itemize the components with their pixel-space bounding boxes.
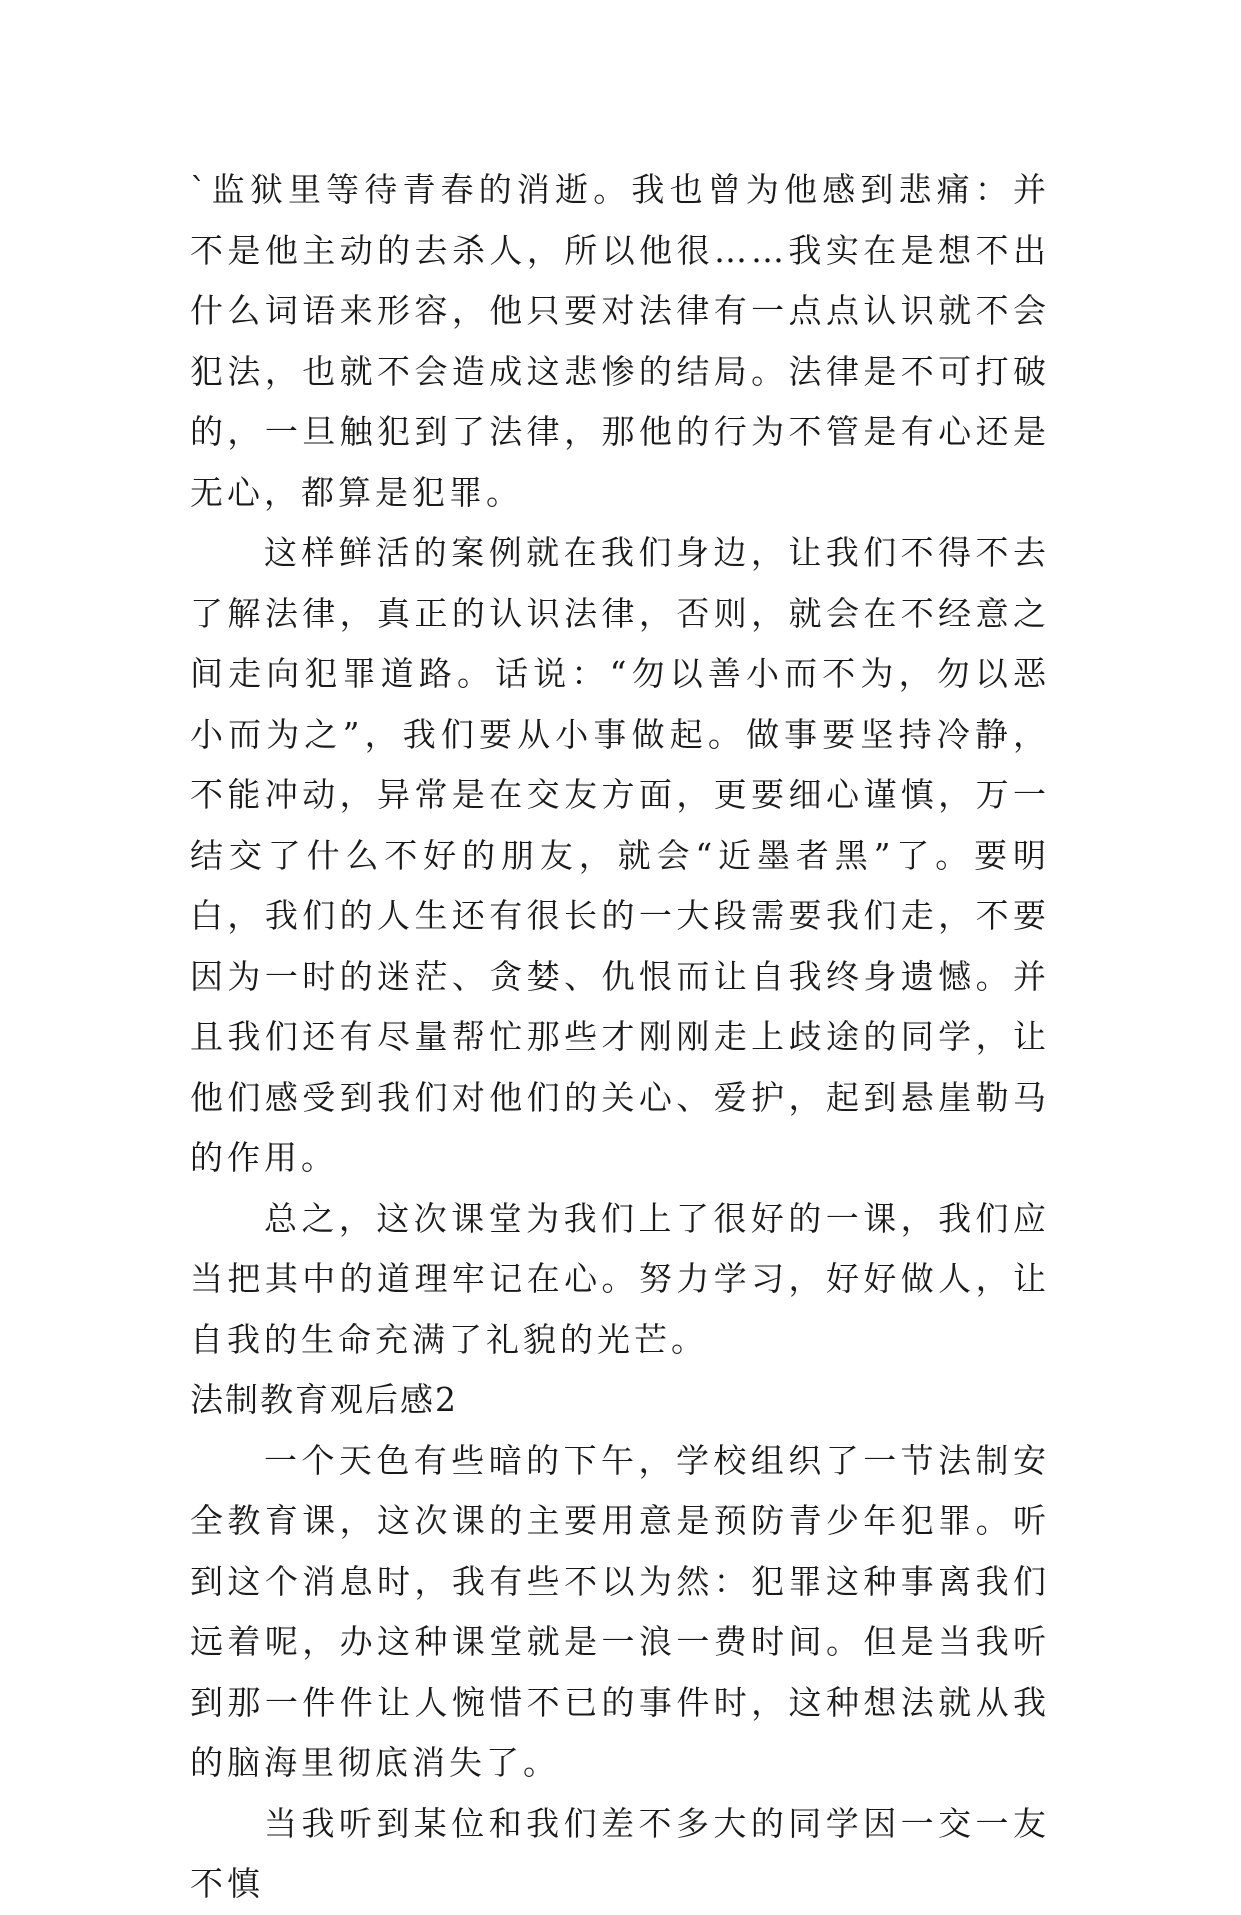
paragraph-classmate: 当我听到某位和我们差不多大的同学因一交一友不慎	[190, 1803, 1050, 1903]
paragraph-continuation: `监狱里等待青春的消逝。我也曾为他感到悲痛：并不是他主动的去杀人，所以他很……我实在是想不出什么词语来形容，他只要对法律有一点点认识就不会犯法，也就不会造成这悲惨的结局。法律是不可打破的，一旦触犯到了法律，那他的行为不管是有心还是无心，都算是犯罪。	[190, 170, 1050, 512]
paragraph-conclusion: 总之，这次课堂为我们上了很好的一课，我们应当把其中的道理牢记在心。努力学习，好好做人，让自我的生命充满了礼貌的光芒。	[190, 1198, 1050, 1359]
section-heading: 法制教育观后感2	[190, 1380, 458, 1419]
paragraph-afternoon-class: 一个天色有些暗的下午，学校组织了一节法制安全教育课，这次课的主要用意是预防青少年犯罪。听到这个消息时，我有些不以为然：犯罪这种事离我们远着呢，办这种课堂就是一浪一费时间。但是当我听到那一件件让人惋惜不已的事件时，这种想法就从我的脑海里彻底消失了。	[190, 1440, 1050, 1782]
paragraph-case-example: 这样鲜活的案例就在我们身边，让我们不得不去了解法律，真正的认识法律，否则，就会在不经意之间走向犯罪道路。话说：“勿以善小而不为，勿以恶小而为之”，我们要从小事做起。做事要坚持冷静，不能冲动，异常是在交友方面，更要细心谨慎，万一结交了什么不好的朋友，就会“近墨者黑”了。要明白，我们的人生还有很长的一大段需要我们走，不要因为一时的迷茫、贪婪、仇恨而让自我终身遗憾。并且我们还有尽量帮忙那些才刚刚走上歧途的同学，让他们感受到我们对他们的关心、爱护，起到悬崖勒马的作用。	[190, 533, 1050, 1177]
document-body	[190, 160, 1050, 1915]
